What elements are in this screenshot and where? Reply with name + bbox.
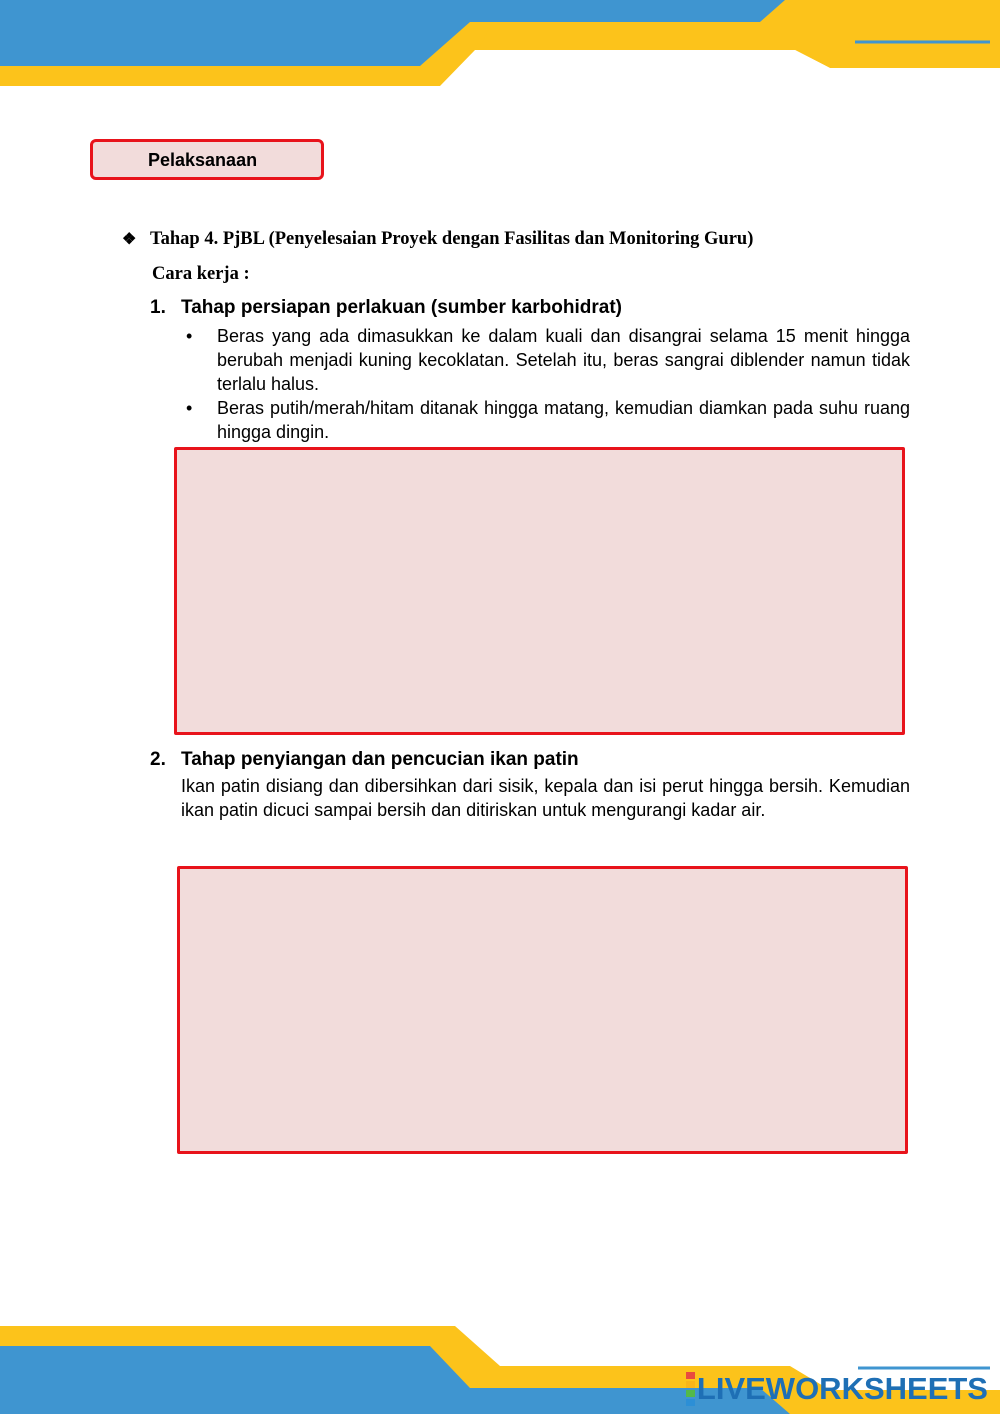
bullet-dot-icon: • <box>186 398 193 418</box>
step-1-number: 1. <box>150 297 166 318</box>
section-label-text: Pelaksanaan <box>148 150 258 170</box>
step-1-bullet-2-text: Beras putih/merah/hitam ditanak hingga matang, kemudian diamkan pada suhu ruang hingga dingin. <box>217 398 910 442</box>
step-1-title <box>150 297 622 319</box>
section-label <box>90 139 324 180</box>
answer-box-1[interactable] <box>174 447 905 735</box>
step-1-bullet-1-text: Beras yang ada dimasukkan ke dalam kuali dan disangrai selama 15 menit hingga berubah menjadi kuning kecoklatan. Setelah itu, beras sangrai diblender namun tidak terlalu halus. <box>217 326 910 394</box>
brand-logo[interactable] <box>686 1371 988 1407</box>
diamond-bullet-icon: ❖ <box>122 231 137 248</box>
step-2-title-text: Tahap penyiangan dan pencucian ikan patin <box>181 749 579 770</box>
stage-heading-text: Tahap 4. PjBL (Penyelesaian Proyek dengan Fasilitas dan Monitoring Guru) <box>150 229 754 249</box>
step-2-number: 2. <box>150 749 166 770</box>
step-1-bullet-1 <box>186 324 910 396</box>
stage-heading <box>122 229 753 250</box>
step-1-bullet-2 <box>186 396 910 444</box>
header-decoration <box>0 0 1000 90</box>
badge-letter <box>686 1399 695 1406</box>
badge-letter <box>686 1390 695 1397</box>
work-label: Cara kerja : <box>152 264 250 284</box>
step-1-title-text: Tahap persiapan perlakuan (sumber karbohidrat) <box>181 297 622 318</box>
brand-text: LIVEWORKSHEETS <box>696 1371 988 1406</box>
badge-letter <box>686 1381 695 1388</box>
badge-letter <box>686 1372 695 1379</box>
step-2-title <box>150 749 579 771</box>
step-2-paragraph: Ikan patin disiang dan dibersihkan dari sisik, kepala dan isi perut hingga bersih. Kemudian ikan patin dicuci sampai bersih dan ditiriskan untuk mengurangi kadar air. <box>181 776 910 820</box>
answer-box-2[interactable] <box>177 866 908 1154</box>
brand-badge-icon <box>686 1371 695 1407</box>
bullet-dot-icon: • <box>186 326 193 346</box>
